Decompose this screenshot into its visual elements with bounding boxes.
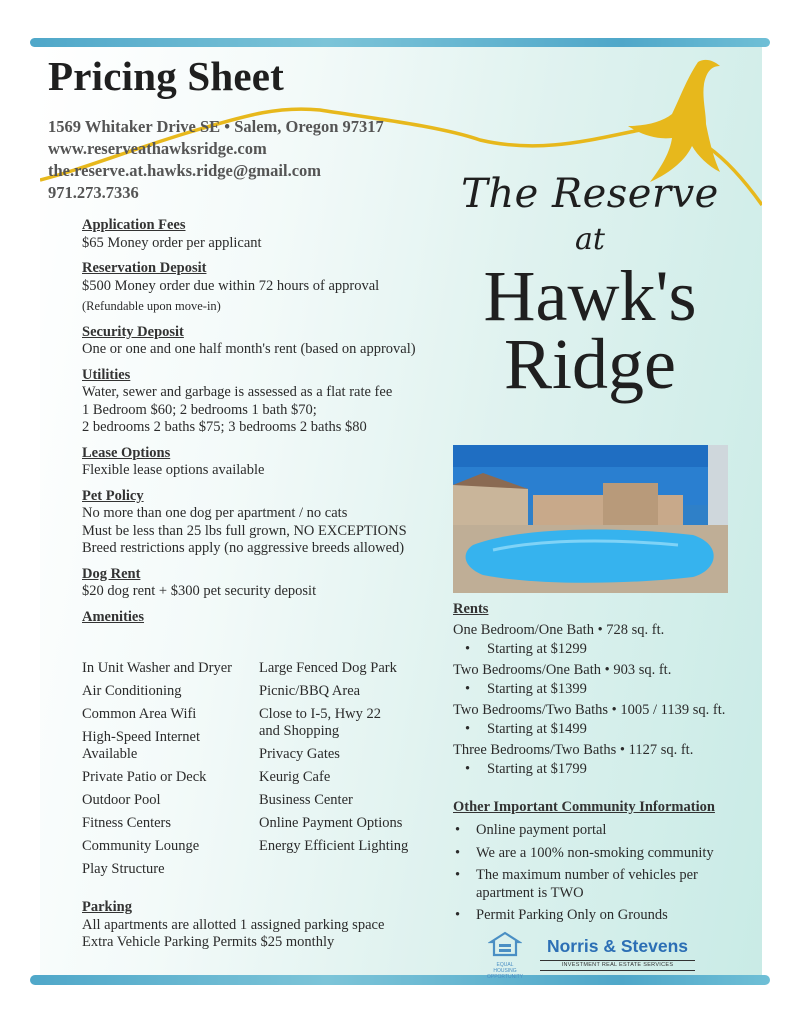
lease-options-section bbox=[82, 445, 432, 480]
list-item: Picnic/BBQ Area bbox=[259, 683, 361, 699]
list-item: • Online payment portal bbox=[455, 822, 607, 838]
list-item: • Permit Parking Only on Grounds bbox=[455, 907, 668, 923]
section-heading: Amenities bbox=[82, 608, 145, 625]
section-heading: Dog Rent bbox=[82, 565, 141, 582]
company-name: Norris & Stevens bbox=[546, 936, 689, 956]
email-link[interactable]: the.reserve.at.hawks.ridge@gmail.com bbox=[48, 161, 322, 180]
page-title: Pricing Sheet bbox=[48, 53, 285, 99]
list-item: Private Patio or Deck bbox=[82, 769, 207, 785]
brand-line-1: The Reserve bbox=[461, 171, 719, 217]
rent-item bbox=[453, 742, 753, 760]
pet-policy-section bbox=[82, 488, 432, 558]
list-item: Fitness Centers bbox=[82, 815, 172, 831]
list-item-text: Online payment portal bbox=[476, 822, 607, 838]
reservation-deposit-section bbox=[82, 260, 432, 316]
rent-price: • Starting at $1299 bbox=[465, 641, 587, 657]
section-text: No more than one dog per apartment / no cats bbox=[82, 505, 348, 521]
section-heading: Pet Policy bbox=[82, 487, 144, 504]
equal-housing-text: EQUAL HOUSING OPPORTUNITY bbox=[486, 962, 524, 980]
list-item: Energy Efficient Lighting bbox=[259, 838, 409, 854]
list-item: Air Conditioning bbox=[82, 683, 182, 699]
list-item: • We are a 100% non-smoking community bbox=[455, 844, 714, 861]
house-icon bbox=[488, 931, 522, 957]
contact-block bbox=[48, 116, 384, 204]
rent-item bbox=[453, 662, 753, 680]
list-item: Privacy Gates bbox=[259, 746, 340, 762]
rent-item bbox=[453, 702, 753, 720]
list-item: In Unit Washer and Dryer bbox=[82, 660, 232, 676]
section-text: Water, sewer and garbage is assessed as a flat rate fee bbox=[82, 384, 393, 400]
list-item: • The maximum number of vehicles per apartment is TWO bbox=[455, 867, 698, 901]
dog-rent-section bbox=[82, 566, 432, 601]
section-text: All apartments are allotted 1 assigned parking space bbox=[82, 916, 385, 933]
community-info-list bbox=[453, 822, 753, 925]
security-deposit-section bbox=[82, 324, 432, 359]
unit-size: • 1005 / 1139 sq. ft. bbox=[608, 701, 726, 718]
list-item: Close to I-5, Hwy 22 and Shopping bbox=[259, 706, 382, 739]
section-heading: Reservation Deposit bbox=[82, 260, 207, 276]
rent-price: • Starting at $1399 bbox=[465, 681, 587, 697]
amenities-left-column bbox=[82, 660, 252, 884]
equal-housing-logo bbox=[485, 931, 525, 980]
rents-column bbox=[453, 601, 753, 930]
section-text: $500 Money order due within 72 hours of approval bbox=[82, 277, 380, 294]
amenities-right-column bbox=[259, 660, 424, 861]
rents-heading: Rents bbox=[453, 601, 489, 617]
list-item-text: The maximum number of vehicles per apartment is TWO bbox=[476, 867, 698, 901]
list-item: Large Fenced Dog Park bbox=[259, 660, 397, 676]
rent-item bbox=[453, 622, 753, 640]
list-item-text: Permit Parking Only on Grounds bbox=[476, 907, 668, 923]
list-item-text: We are a 100% non-smoking community bbox=[476, 844, 714, 861]
section-text: Breed restrictions apply (no aggressive breeds allowed) bbox=[82, 540, 405, 556]
unit-type: Two Bedrooms/Two Baths bbox=[453, 701, 609, 718]
price-text: Starting at $1299 bbox=[487, 641, 587, 657]
price-text: Starting at $1499 bbox=[487, 721, 587, 737]
section-text: Must be less than 25 lbs full grown, NO EXCEPTIONS bbox=[82, 522, 407, 539]
unit-size: • 728 sq. ft. bbox=[593, 621, 665, 638]
list-item: Community Lounge bbox=[82, 838, 200, 854]
section-text: 1 Bedroom $60; 2 bedrooms 1 bath $70; bbox=[82, 401, 317, 418]
section-note: (Refundable upon move-in) bbox=[82, 299, 221, 313]
property-logo bbox=[440, 170, 740, 404]
section-heading: Lease Options bbox=[82, 444, 171, 461]
unit-type: Two Bedrooms/One Bath bbox=[453, 661, 601, 678]
list-item: Online Payment Options bbox=[259, 815, 403, 831]
section-text: Extra Vehicle Parking Permits $25 monthly bbox=[82, 934, 335, 950]
parking-section bbox=[82, 899, 384, 952]
section-text: Flexible lease options available bbox=[82, 462, 265, 478]
community-info-heading: Other Important Community Information bbox=[453, 798, 715, 815]
rent-price: • Starting at $1499 bbox=[465, 721, 587, 737]
company-tagline: INVESTMENT REAL ESTATE SERVICES bbox=[540, 960, 695, 971]
unit-type: Three Bedrooms/Two Baths bbox=[453, 741, 617, 758]
unit-type: One Bedroom/One Bath bbox=[453, 621, 594, 638]
list-item: Keurig Cafe bbox=[259, 769, 331, 785]
norris-stevens-logo bbox=[540, 936, 695, 971]
top-brush-stroke bbox=[30, 38, 770, 47]
pool-photo bbox=[453, 445, 728, 593]
section-text: One or one and one half month's rent (based on approval) bbox=[82, 341, 416, 357]
application-fees-section bbox=[82, 217, 432, 252]
unit-size: • 1127 sq. ft. bbox=[616, 741, 694, 758]
section-heading: Utilities bbox=[82, 366, 131, 383]
policies-column bbox=[82, 217, 432, 634]
list-item: High-Speed Internet Available bbox=[82, 729, 200, 762]
unit-size: • 903 sq. ft. bbox=[601, 661, 672, 678]
section-text: $65 Money order per applicant bbox=[82, 234, 262, 251]
brand-line-2: at bbox=[575, 222, 605, 257]
section-text: $20 dog rent + $300 pet security deposit bbox=[82, 583, 317, 599]
section-heading: Application Fees bbox=[82, 217, 186, 233]
list-item: Play Structure bbox=[82, 861, 165, 877]
address: 1569 Whitaker Drive SE • Salem, Oregon 97317 bbox=[48, 117, 384, 136]
list-item: Business Center bbox=[259, 792, 353, 808]
list-item: Outdoor Pool bbox=[82, 792, 161, 808]
brand-line-3: Hawk's bbox=[483, 256, 697, 336]
price-text: Starting at $1799 bbox=[487, 761, 587, 777]
utilities-section bbox=[82, 367, 432, 437]
bottom-brush-stroke bbox=[30, 975, 770, 985]
brand-line-4: Ridge bbox=[504, 324, 676, 404]
rent-price: • Starting at $1799 bbox=[465, 761, 587, 777]
list-item: Common Area Wifi bbox=[82, 706, 197, 722]
section-heading: Security Deposit bbox=[82, 323, 184, 340]
price-text: Starting at $1399 bbox=[487, 681, 587, 697]
phone-number: 971.273.7336 bbox=[48, 183, 139, 202]
amenities-section bbox=[82, 609, 432, 627]
website-link[interactable]: www.reserveathawksridge.com bbox=[48, 139, 267, 158]
section-text: 2 bedrooms 2 baths $75; 3 bedrooms 2 baths $80 bbox=[82, 419, 367, 435]
section-heading: Parking bbox=[82, 899, 132, 915]
